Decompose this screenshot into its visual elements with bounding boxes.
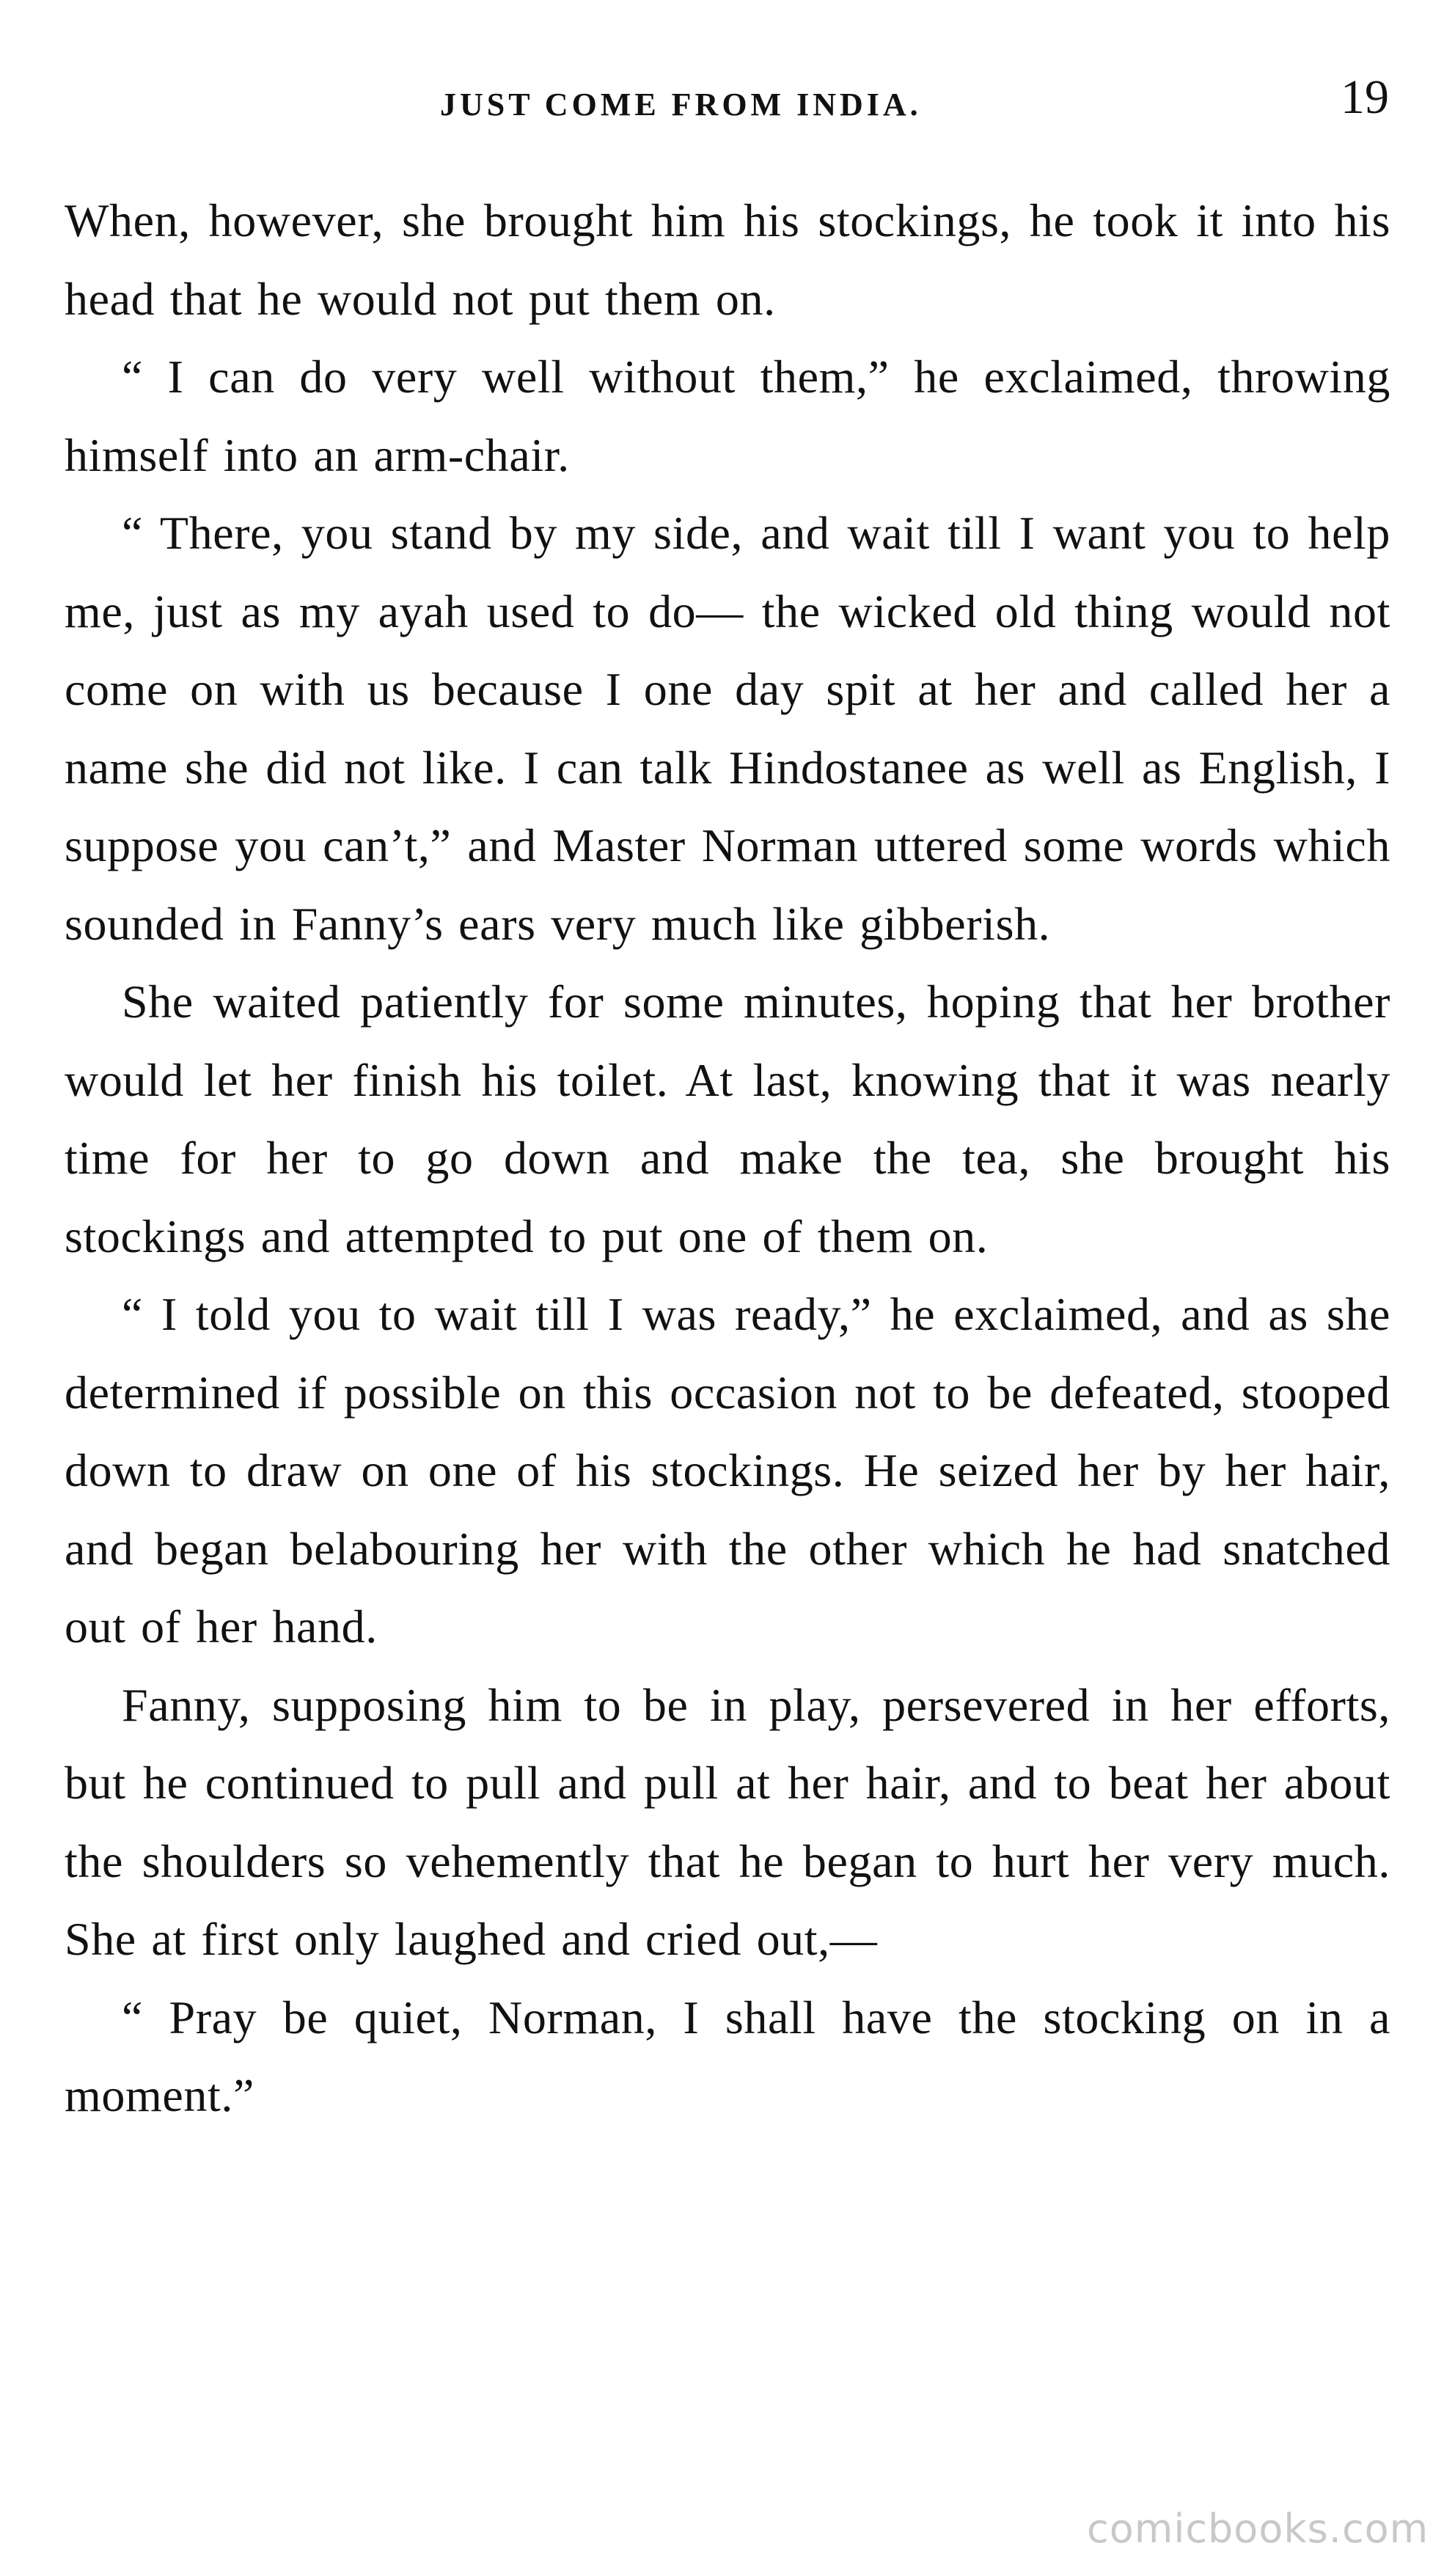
paragraph-6: Fanny, supposing him to be in play, persevered in her efforts, but he continued to pull and pull at her hair, and to beat her about the shoulders so vehemently that he began to hurt her very much. She at first only laughed and cried out,— (65, 1678, 1390, 1965)
watermark: comicbooks.com (1087, 2506, 1429, 2552)
paragraph-4: She waited patiently for some minutes, hoping that her brother would let her finish his toilet. At last, knowing that it was nearly time for her to go down and make the tea, she brought his stockings and attempted to put one of them on. (65, 976, 1390, 1262)
body-text (65, 182, 1390, 2135)
paragraph-7: “ Pray be quiet, Norman, I shall have the stocking on in a moment.” (65, 1991, 1390, 2121)
paragraph-3: “ There, you stand by my side, and wait till I want you to help me, just as my ayah used to do— the wicked old thing would not come on with us because I one day spit at her and called her a name she did not like. I can talk Hindostanee as well as English, I suppose you can’t,” and Master Norman uttered some words which sounded in Fanny’s ears very much like gibberish. (65, 507, 1390, 950)
running-title: JUST COME FROM INDIA. (440, 87, 922, 122)
page-number: 19 (1341, 70, 1389, 124)
paragraph-5: “ I told you to wait till I was ready,” he exclaimed, and as she determined if possible on this occasion not to be defeated, stooped down to draw on one of his stockings. He seized her by her hair, and began belabouring her with the other which he had snatched out of her hand. (65, 1288, 1390, 1653)
paragraph-1: When, however, she brought him his stockings, he took it into his head that he would not put them on. (65, 194, 1390, 325)
page-header (0, 70, 1455, 136)
paragraph-2: “ I can do very well without them,” he exclaimed, throwing himself into an arm-chair. (65, 351, 1390, 481)
